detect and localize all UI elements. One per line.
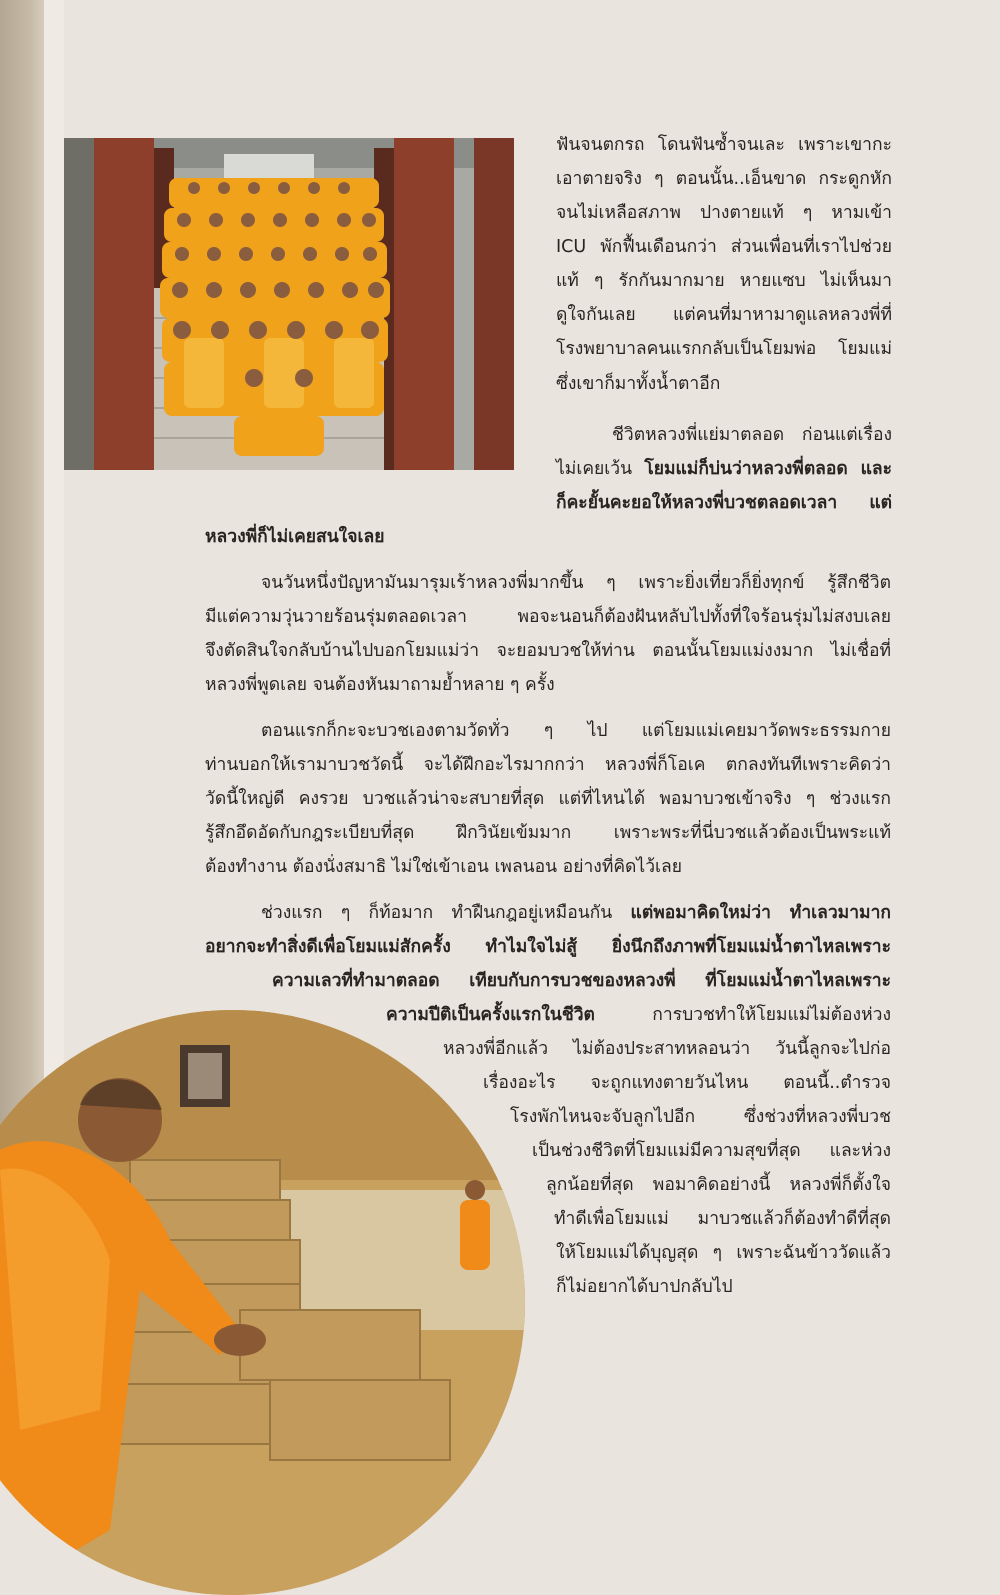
text-line: หลวงพี่อีกแล้ว ไม่ต้องประสาทหลอนว่า วันนี้ลูกจะไปก่อ [443,1039,891,1059]
text-line: รู้สึกอึดอัดกับกฎระเบียบที่สุด ฝึกวินัยเข้มมาก เพราะพระที่นี่บวชแล้วต้องเป็นพระแท้ [205,823,891,843]
text-line: ฟันจนตกรถ โดนฟันซ้ำจนเละ เพราะเขากะ [556,135,892,155]
text-line: ก็ไม่อยากได้บาปกลับไป [556,1277,733,1297]
text-line-bold: ความเลวที่ทำมาตลอด เทียบกับการบวชของหลวงพี่ ที่โยมแม่น้ำตาไหลเพราะ [272,971,891,991]
text-line-bold: อยากจะทำสิ่งดีเพื่อโยมแม่สักครั้ง ทำไมใจไม่สู้ ยิ่งนึกถึงภาพที่โยมแม่น้ำตาไหลเพราะ [205,937,891,957]
text-normal: การบวชทำให้โยมแม่ไม่ต้องห่วง [594,1005,891,1025]
text-bold: โยมแม่ก็บ่นว่าหลวงพี่ตลอด และ [644,459,892,479]
monk-photo-illustration [0,1010,525,1595]
text-line: ลูกน้อยที่สุด พอมาคิดอย่างนี้ หลวงพี่ก็ตั้งใจ [546,1175,891,1195]
text-line: ชีวิตหลวงพี่แย่มาตลอด ก่อนแต่เรื่อง [612,425,892,445]
text-line: จนวันหนึ่งปัญหามันมารุมเร้าหลวงพี่มากขึ้น ๆ เพราะยิ่งเที่ยวก็ยิ่งทุกข์ รู้สึกชีวิต [261,573,891,593]
monks-on-steps-photo [64,138,514,470]
text-line-bold: หลวงพี่ก็ไม่เคยสนใจเลย [205,527,385,547]
text-line: ท่านบอกให้เรามาบวชวัดนี้ จะได้ฝึกอะไรมากกว่า หลวงพี่ก็โอเค ตกลงทันทีเพราะคิดว่า [205,755,891,775]
text-line [386,998,891,1032]
text-line: ต้องทำงาน ต้องนั่งสมาธิ ไม่ใช่เข้าเอน เพลนอน อย่างที่คิดไว้เลย [205,857,683,877]
text-line: จนไม่เหลือสภาพ ปางตายแท้ ๆ หามเข้า [556,203,892,223]
text-line: วัดนี้ใหญ่ดี คงรวย บวชแล้วน่าจะสบายที่สุด แต่ที่ไหนได้ พอมาบวชเข้าจริง ๆ ช่วงแรก [205,789,891,809]
text-normal: ช่วงแรก ๆ ก็ท้อมาก ทำฝืนกฎอยู่เหมือนกัน [261,903,631,923]
text-normal: ไม่เคยเว้น [556,459,645,479]
text-line: เอาตายจริง ๆ ตอนนั้น..เอ็นขาด กระดูกหัก [556,169,892,189]
text-line: ตอนแรกก็กะจะบวชเองตามวัดทั่ว ๆ ไป แต่โยมแม่เคยมาวัดพระธรรมกาย [261,721,891,741]
text-bold: แต่พอมาคิดใหม่ว่า ทำเลวมามาก [630,903,891,923]
text-line: มีแต่ความวุ่นวายร้อนรุ่มตลอดเวลา พอจะนอนก็ต้องฝันหลับไปทั้งที่ใจร้อนรุ่มไม่สงบเลย [205,607,891,627]
text-line: หลวงพี่พูดเลย จนต้องหันมาถามย้ำหลาย ๆ ครั้ง [205,675,555,695]
text-line [556,452,892,486]
text-line: แท้ ๆ รักกันมากมาย หายแซบ ไม่เห็นมา [556,271,892,291]
monk-folding-cloth-photo [0,1010,525,1595]
text-line: โรงพยาบาลคนแรกกลับเป็นโยมพ่อ โยมแม่ [556,339,892,359]
text-line: ดูใจกันเลย แต่คนที่มาหามาดูแลหลวงพี่ที่ [556,305,892,325]
text-line: ให้โยมแม่ได้บุญสุด ๆ เพราะฉันข้าววัดแล้ว [556,1243,891,1263]
text-line: ICU พักฟื้นเดือนกว่า ส่วนเพื่อนที่เราไปช่วย [556,237,892,257]
text-line: จึงตัดสินใจกลับบ้านไปบอกโยมแม่ว่า จะยอมบวชให้ท่าน ตอนนั้นโยมแม่งงมาก ไม่เชื่อที่ [205,641,891,661]
text-line: โรงพักไหนจะจับลูกไปอีก ซึ่งช่วงที่หลวงพี่บวช [510,1107,891,1127]
text-line: ทำดีเพื่อโยมแม่ มาบวชแล้วก็ต้องทำดีที่สุด [554,1209,891,1229]
text-line-bold: ก็คะยั้นคะยอให้หลวงพี่บวชตลอดเวลา แต่ [556,493,892,513]
text-line: ซึ่งเขาก็มาทั้งน้ำตาอีก [556,374,721,394]
text-line: เป็นช่วงชีวิตที่โยมแม่มีความสุขที่สุด และห่วง [532,1141,891,1161]
text-line: เรื่องอะไร จะถูกแทงตายวันไหน ตอนนี้..ตำรวจ [483,1073,891,1093]
monks-photo-illustration [64,138,514,470]
text-bold: ความปีติเป็นครั้งแรกในชีวิต [386,1005,595,1025]
text-line [261,896,891,930]
